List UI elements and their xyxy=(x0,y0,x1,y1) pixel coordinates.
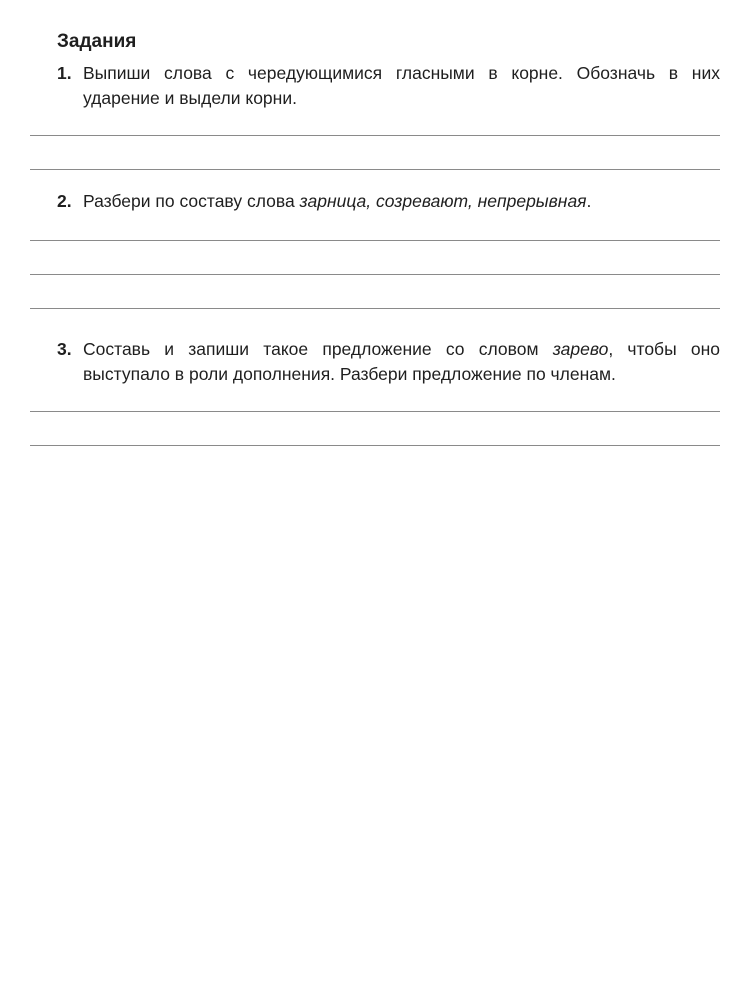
answer-line[interactable] xyxy=(30,411,720,412)
answer-line[interactable] xyxy=(30,274,720,275)
task-1-text: Выпиши слова с чередующимися гласными в корне. Обозначь в них ударение и выдели корни. xyxy=(83,63,720,108)
task-2-text-before: Разбери по составу слова xyxy=(83,191,300,211)
task-3-number: 3. xyxy=(57,339,72,359)
answer-line[interactable] xyxy=(30,135,720,136)
answer-line[interactable] xyxy=(30,308,720,309)
task-3 xyxy=(57,337,720,387)
task-2-text xyxy=(83,189,720,214)
task-3-text-after: , чтобы оно выступало в роли дополнения. Разбери предложение по членам. xyxy=(83,339,720,384)
task-3-italic-word: зарево xyxy=(552,339,609,359)
answer-line[interactable] xyxy=(30,240,720,241)
task-2-italic-words: зарница, созревают, непрерывная xyxy=(299,191,587,211)
answer-line[interactable] xyxy=(30,169,720,170)
task-3-text-before: Составь и запиши такое предложение со словом xyxy=(83,339,553,359)
task-1-number: 1. xyxy=(57,63,72,83)
task-3-text xyxy=(83,337,720,387)
task-2-number: 2. xyxy=(57,191,72,211)
task-2-text-after: . xyxy=(586,191,592,211)
answer-line[interactable] xyxy=(30,445,720,446)
task-1 xyxy=(57,61,720,111)
task-2 xyxy=(57,189,720,214)
section-heading: Задания xyxy=(57,31,137,52)
